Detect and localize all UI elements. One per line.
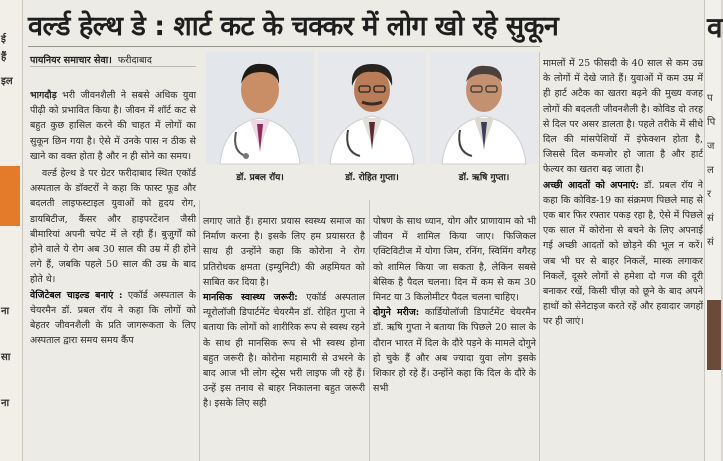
left-strip-text: सा: [1, 352, 11, 363]
article-column-2: [203, 214, 365, 412]
left-strip-orange-block: [0, 166, 20, 226]
byline-place: फरीदाबाद: [117, 55, 152, 66]
right-adjacent-article: [704, 0, 721, 461]
right-strip-text: र: [707, 189, 712, 200]
paragraph-text: पोषण के साथ ध्यान, योग और प्राणायाम को भी जीवन में शामिल किया जाए। फिजिकल एक्टिविटीज में योगा जिम, रनिंग, स्विमिंग वगैरह को शामिल किया जा सकता है, लेकिन सबसे बेसिक है पैदल चलना। दिन में कम से कम 30 मिनट या 3 किलोमीटर पैदल चलना चाहिए।: [373, 216, 536, 304]
paragraph-text: भरी जीवनशैली ने सबसे अधिक युवा पीढ़ी को प्रभावित किया है। जीवन में शॉर्ट कट से बहुत कुछ हासिल करने की चाहत में लोगों का सुकून छिन गया है। ऐसे में उनके पास न ठीक से खाने का वक्त होता है और न ही सोने का समय।: [30, 90, 196, 162]
byline-divider: [30, 66, 196, 67]
article-column-3: [373, 214, 536, 396]
right-strip-text: प: [707, 93, 713, 104]
byline-agency: पायनियर समाचार सेवा।: [30, 55, 112, 66]
photo-caption: डॉ. प्रबल रॉय।: [236, 173, 284, 183]
article-column-4: [543, 56, 703, 330]
right-strip-text: ल: [707, 165, 714, 176]
paragraph-text: मामलों में 25 फीसदी के 40 साल से कम उम्र के लोगों में देखे जाते हैं। युवाओं में कम उम्र में ही हार्ट अटैक का खतरा बढ़ने की मुख्य वजह लोगों की बदलती जीवनशैली है। कोविड दो तरह से दिल पर असर डालता है। पहले तरीके में सीधे दिल की मांसपेशियों में इंफेक्शन होता है, जिससे दिल कमजोर हो जाता है और हार्ट फेल्यर का खतरा बढ़ जाता है।: [543, 58, 703, 176]
paragraph-text: वर्ल्ड हेल्थ डे पर ग्रेटर फरीदाबाद स्थित एकॉर्ड अस्पताल के डॉक्टरों ने कहा कि फास्ट फूड और बदलती लाइफस्टाइल युवाओं को हृदय रोग, डायबिटीज, कैंसर और हाइपरटेंशन जैसी बीमारियां अपनी चपेट में ले रही हैं। बुजुर्गों को होने वाले ये रोग अब 30 साल की उम्र में ही होने लगे हैं, जबकि पहले 50 साल की उम्र के बाद होते थे।: [30, 168, 196, 286]
right-strip-text: सं: [707, 237, 714, 248]
left-adjacent-article: [0, 0, 23, 461]
column-divider: [369, 200, 370, 461]
doctor-photo-rishi-gupta: [430, 52, 538, 164]
right-strip-text: पि: [707, 117, 716, 128]
lead-word: भागदौड़: [30, 90, 57, 101]
paragraph-text: कार्डियोलॉजी डिपार्टमेंट चेयरमैन डॉ. ऋषि गुप्ता ने बताया कि पिछले 20 साल के दौरान भारत में दिल के दौरे पड़ने के मामले दोगुने हो चुके हैं और अब ज्यादा युवा लोग इसके शिकार हो रहे हैं। उन्होंने कहा कि दिल के दौरे के सभी: [373, 307, 536, 395]
subheading: अच्छी आदतों को अपनाएं:: [543, 179, 639, 191]
article-headline: वर्ल्ड हेल्थ डे : शार्ट कट के चक्कर में लोग खो रहे सुकून: [28, 11, 559, 42]
subheading: दोगुने मरीज:: [373, 307, 420, 319]
byline: [30, 53, 152, 66]
paragraph-text: डॉ. प्रबल रॉय ने कहा कि कोविड-19 का संक्रमण पिछले माह से एक बार फिर रफ्तार पकड़ रहा है, ऐसे में पिछले एक साल में कोरोना से बचने के लिए अपनाई गई अच्छी आदतों को छोड़ने की भूल न करें। जब भी घर से बाहर निकलें, मास्क लगाकर निकलें, दूसरे लोगों से हमेशा दो गज की दूरी बनाकर रखें, किसी चीज़ को छूने के बाद अपने हाथों को सेनेटाइज करते रहें और हवादार जगहों पर ही जाएं।: [543, 179, 703, 328]
paragraph-text: एकॉर्ड अस्पताल न्यूरोलॉजी डिपार्टमेंट चेयरमैन डॉ. रोहित गुप्ता ने बताया कि लोगों को शारीरिक रूप से स्वस्थ रहने के साथ ही मानसिक रूप से भी स्वस्थ होना बहुत जरूरी है। कोरोना महामारी से उभरने के बाद आज भी लोग स्ट्रेस भरी लाइफ जी रहे हैं। उन्हें इस तनाव से बाहर निकालना बहुत जरूरी है। इसके लिए सही: [203, 292, 365, 410]
left-strip-text: ना: [1, 398, 10, 409]
doctor-photo-prabal-roy: [206, 52, 314, 164]
column-divider: [199, 200, 200, 461]
right-strip-text: सं: [707, 213, 714, 224]
right-strip-photo: [707, 300, 721, 370]
left-strip-text: हैं: [1, 52, 7, 63]
headline-divider: [28, 46, 540, 47]
paragraph-text: एकॉर्ड अस्पताल के चेयरमैन डॉ. प्रबल रॉय ने कहा कि लोगों को बेहतर जीवनशैली के प्रति जागरूकता के लिए अस्पताल द्वारा समय समय कैंप: [30, 289, 196, 347]
paragraph-text: लगाए जाते हैं। हमारा प्रयास स्वस्थ्य समाज का निर्माण करना है। इसके लिए हम प्रयासरत है साथ ही उन्होंने कहा कि कोरोना ने रोग प्रतिरोधक क्षमता (इम्युनिटी) की अहमियत को साबित कर दिया है।: [203, 216, 365, 288]
doctor-photo-rohit-gupta: [318, 52, 426, 164]
subheading: वेजिटेबल चाइल्ड बनाएं :: [30, 289, 123, 301]
right-strip-text: ज: [707, 141, 715, 152]
article-column-1: [30, 88, 196, 348]
left-strip-text: ई: [1, 34, 6, 45]
subheading: मानसिक स्वास्थ्य जरूरी:: [203, 292, 298, 304]
photo-caption: डॉ. ऋषि गुप्ता।: [458, 173, 510, 183]
photo-caption: डॉ. रोहित गुप्ता।: [345, 173, 399, 183]
left-strip-text: ना: [1, 306, 10, 317]
column-divider: [539, 52, 540, 461]
right-strip-headline-char: व: [707, 11, 723, 44]
left-strip-text: इल: [1, 76, 13, 87]
